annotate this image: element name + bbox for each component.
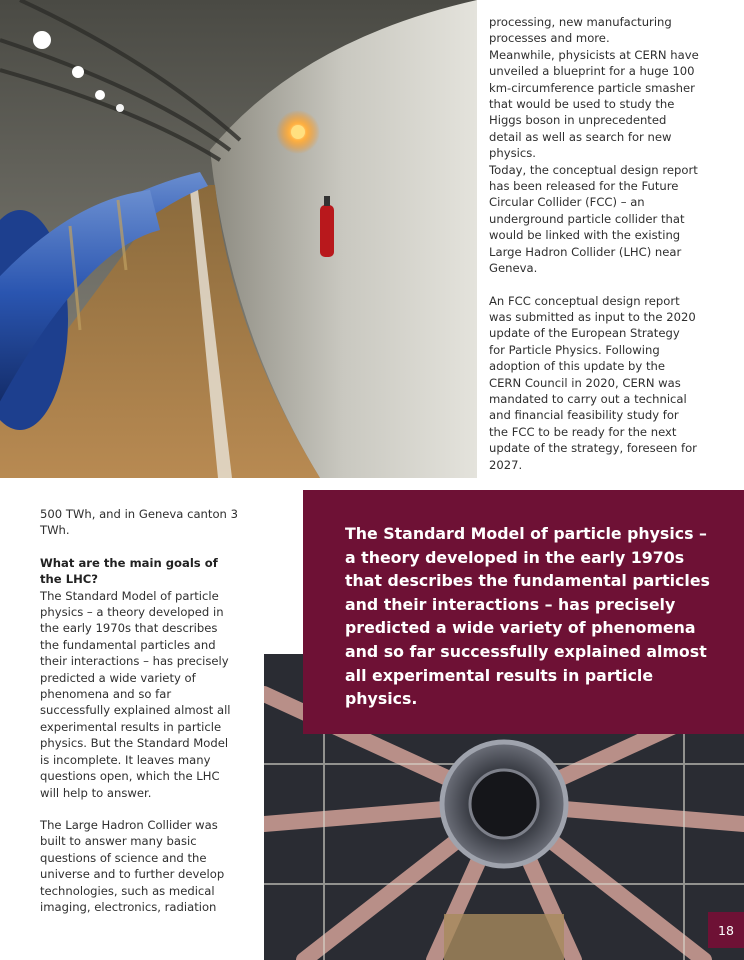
body-paragraph: Today, the conceptual design report has been released for the Future Circular Collider (FCC) – an underground particle collider that would be linked with the existing Large Hadron Collider (LHC) near Geneva. [489,162,698,276]
pull-quote-text: The Standard Model of particle physics – a theory developed in the early 1970s that describes the fundamental particles and their interactions – has precisely predicted a wide variety of phenomena and so far successfully explained almost all experimental results in particle physics. [345,524,710,709]
pull-quote-box [303,490,744,734]
body-paragraph: An FCC conceptual design report was submitted as input to the 2020 update of the European Strategy for Particle Physics. Following adoption of this update by the CERN Council in 2020, CERN was mandated to carry out a technical and financial feasibility study for the FCC to be ready for the next update of the strategy, foreseen for 2027. [489,293,697,472]
lhc-tunnel-photo [0,0,477,478]
section-heading: What are the main goals of the LHC? [40,555,218,587]
body-paragraph: 500 TWh, and in Geneva canton 3 TWh. [40,507,238,538]
body-paragraph: processing, new manufacturing processes and more. [489,15,672,46]
body-paragraph: The Standard Model of particle physics – a theory developed in the early 1970s that describes the fundamental particles and their interactions – has precisely predicted a wide variety of phenomena and so far successfully explained almost all experimental results in particle physics. But the Standard Model is incomplete. It leaves many questions open, which the LHC will help to answer. [40,588,231,800]
body-paragraph: The Large Hadron Collider was built to answer many basic questions of science and the universe and to further develop technologies, such as medical imaging, electronics, radiation [40,817,225,914]
right-text-column [489,14,699,473]
body-paragraph: Meanwhile, physicists at CERN have unveiled a blueprint for a huge 100 km-circumference particle smasher that would be used to study the Higgs boson in unprecedented detail as well as search for new physics. [489,47,699,161]
page-number-label: 18 [718,922,734,938]
left-text-column [40,506,240,915]
page-number [708,912,744,948]
